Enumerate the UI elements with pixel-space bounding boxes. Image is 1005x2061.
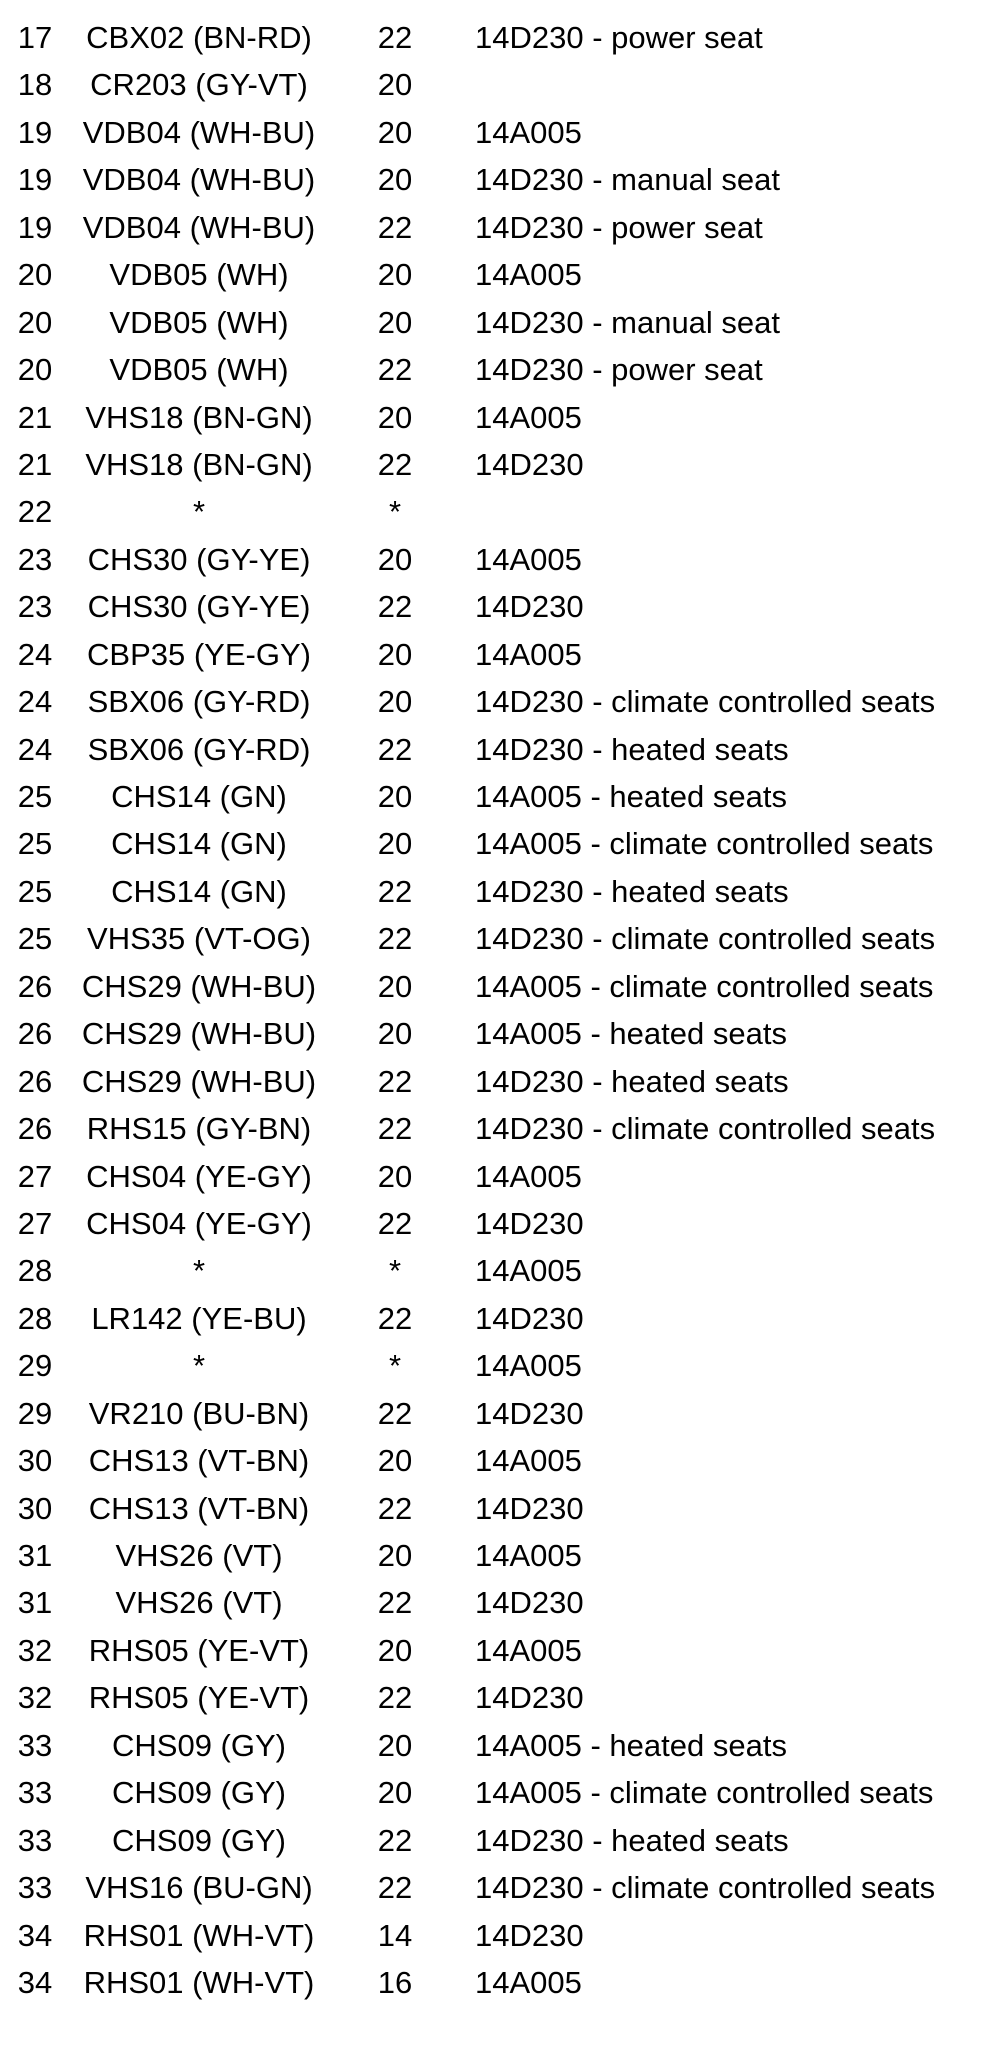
pin-number: 34 [17,1964,53,2000]
wire-gauge: 20 [377,162,413,198]
circuit-code: CHS29 (WH-BU) [81,968,317,1004]
connector-info: 14A005 [475,1348,582,1384]
connector-info: 14D230 [475,1585,584,1621]
pin-number: 32 [17,1632,53,1668]
table-row [0,1724,1005,1771]
circuit-code: SBX06 (GY-RD) [87,731,311,767]
pin-number: 30 [17,1490,53,1526]
pin-number: 31 [17,1538,53,1573]
connector-info: 14D230 [475,589,584,625]
pin-number: 19 [17,162,53,198]
pin-number: 30 [17,1443,53,1479]
circuit-code: RHS05 (YE-VT) [88,1632,310,1668]
connector-info: 14D230 - power seat [475,20,763,55]
wire-gauge: 22 [377,446,413,482]
connector-info: 14D230 [475,1205,584,1241]
pin-number: 28 [17,1253,53,1289]
table-row [0,1866,1005,1913]
wire-gauge: 20 [377,399,413,435]
connector-info: 14A005 - heated seats [475,1727,787,1763]
pin-number: 22 [17,494,53,530]
circuit-code: CHS09 (GY) [112,1775,286,1811]
table-row [0,63,1005,110]
table-row [0,1581,1005,1628]
connector-info: 14D230 [475,1395,584,1431]
pin-number: 19 [17,114,53,150]
table-row [0,1629,1005,1676]
circuit-code: * [192,1348,206,1384]
connector-info: 14D230 [475,446,584,482]
wire-gauge: 20 [377,114,413,150]
pin-number: 34 [17,1917,53,1953]
circuit-code: VDB04 (WH-BU) [82,114,316,150]
pin-number: 23 [17,541,53,577]
connector-info: 14A005 [475,1538,582,1573]
circuit-code: CHS04 (YE-GY) [86,1205,312,1241]
table-row [0,1297,1005,1344]
table-row [0,1914,1005,1961]
circuit-code: VHS26 (VT) [115,1585,283,1621]
pin-number: 26 [17,968,53,1004]
pin-number: 33 [17,1775,53,1811]
circuit-code: CHS29 (WH-BU) [81,1063,317,1099]
connector-info: 14A005 - climate controlled seats [475,968,934,1004]
pin-number: 33 [17,1727,53,1763]
wire-gauge: 20 [377,541,413,577]
circuit-code: CHS29 (WH-BU) [81,1016,317,1052]
connector-info: 14A005 [475,1158,582,1194]
connector-info: 14D230 - climate controlled seats [475,1870,936,1906]
connector-info: 14D230 - climate controlled seats [475,1111,936,1147]
wire-gauge: 20 [377,304,413,340]
connector-info: 14A005 - climate controlled seats [475,826,934,862]
table-row [0,111,1005,158]
connector-info: 14A005 [475,1443,582,1479]
wire-gauge: 20 [377,636,413,672]
pin-number: 17 [17,20,53,55]
table-row [0,1439,1005,1486]
pin-number: 33 [17,1870,53,1906]
connector-info: 14A005 [475,541,582,577]
table-row [0,1155,1005,1202]
wire-gauge: 20 [377,1538,413,1573]
wire-gauge: 20 [377,67,413,103]
pin-number: 20 [17,304,53,340]
table-row [0,206,1005,253]
wire-gauge: 22 [377,1111,413,1147]
wire-gauge: 22 [377,209,413,245]
table-row [0,1961,1005,2008]
wire-gauge: 14 [377,1917,413,1953]
connector-info: 14A005 [475,1632,582,1668]
connector-info: 14A005 - climate controlled seats [475,1775,934,1811]
table-row [0,775,1005,822]
circuit-code: RHS05 (YE-VT) [88,1680,310,1716]
wire-gauge: 22 [377,731,413,767]
circuit-code: VHS26 (VT) [115,1538,283,1573]
circuit-code: CHS14 (GN) [111,873,287,909]
pin-number: 23 [17,589,53,625]
table-row [0,443,1005,490]
circuit-code: CHS09 (GY) [112,1822,286,1858]
circuit-code: VDB05 (WH) [109,257,289,293]
circuit-code: CHS30 (GY-YE) [87,589,311,625]
wire-gauge: 20 [377,1016,413,1052]
connector-info: 14A005 [475,1964,582,2000]
connector-info: 14A005 [475,114,582,150]
table-row [0,822,1005,869]
wire-gauge: 22 [377,1680,413,1716]
circuit-code: CBX02 (BN-RD) [86,20,312,55]
pin-number: 31 [17,1585,53,1621]
pin-number: 24 [17,684,53,720]
table-row [0,1392,1005,1439]
wire-gauge: 22 [377,1395,413,1431]
connector-info: 14A005 [475,636,582,672]
table-row [0,538,1005,585]
wire-gauge: 20 [377,684,413,720]
circuit-code: VHS18 (BN-GN) [85,446,313,482]
pin-number: 29 [17,1395,53,1431]
wire-gauge: * [388,1253,402,1289]
table-row [0,490,1005,537]
pin-number: 25 [17,921,53,957]
table-row [0,585,1005,632]
circuit-code: LR142 (YE-BU) [91,1300,307,1336]
circuit-code: CHS14 (GN) [111,779,287,814]
table-row [0,1771,1005,1818]
connector-info: 14D230 - power seat [475,352,763,388]
table-row [0,917,1005,964]
circuit-code: CR203 (GY-VT) [90,67,308,103]
table-row [0,16,1005,63]
connector-info: 14D230 [475,1300,584,1336]
pin-number: 26 [17,1063,53,1099]
table-row [0,965,1005,1012]
connector-info: 14D230 - heated seats [475,1822,789,1858]
wire-gauge: 20 [377,968,413,1004]
wire-gauge: 22 [377,1300,413,1336]
connector-info: 14A005 [475,399,582,435]
circuit-code: VHS35 (VT-OG) [87,921,311,957]
circuit-code: VDB05 (WH) [109,352,289,388]
connector-info: 14A005 [475,257,582,293]
connector-info: 14D230 - heated seats [475,731,789,767]
pin-number: 21 [17,399,53,435]
pinout-table [0,16,1005,2008]
pin-number: 27 [17,1205,53,1241]
table-row [0,348,1005,395]
connector-info: 14D230 - climate controlled seats [475,684,936,720]
wire-gauge: 22 [377,1870,413,1906]
connector-info: 14A005 - heated seats [475,1016,787,1052]
connector-info: 14D230 - manual seat [475,304,781,340]
table-row [0,1060,1005,1107]
connector-info: 14A005 [475,1253,582,1289]
circuit-code: * [192,1253,206,1289]
table-row [0,1534,1005,1581]
pin-number: 27 [17,1158,53,1194]
pin-number: 26 [17,1111,53,1147]
circuit-code: RHS01 (WH-VT) [83,1917,315,1953]
wire-gauge: 22 [377,589,413,625]
wire-gauge: 22 [377,1822,413,1858]
pin-number: 20 [17,352,53,388]
wire-gauge: 20 [377,826,413,862]
circuit-code: RHS15 (GY-BN) [86,1111,312,1147]
connector-info: 14D230 - power seat [475,209,763,245]
wire-gauge: 20 [377,779,413,814]
pin-number: 28 [17,1300,53,1336]
circuit-code: CHS13 (VT-BN) [88,1490,310,1526]
circuit-code: SBX06 (GY-RD) [87,684,311,720]
connector-info: 14A005 - heated seats [475,779,787,814]
table-row [0,728,1005,775]
pin-number: 18 [17,67,53,103]
wire-gauge: 20 [377,257,413,293]
circuit-code: CHS14 (GN) [111,826,287,862]
table-row [0,301,1005,348]
circuit-code: VDB04 (WH-BU) [82,162,316,198]
wire-gauge: 22 [377,1063,413,1099]
table-row [0,396,1005,443]
pin-number: 29 [17,1348,53,1384]
pin-number: 25 [17,779,53,814]
connector-info: 14D230 [475,1680,584,1716]
wire-gauge: 22 [377,1490,413,1526]
circuit-code: CHS04 (YE-GY) [86,1158,312,1194]
wire-gauge: 22 [377,921,413,957]
circuit-code: VDB05 (WH) [109,304,289,340]
wire-gauge: 22 [377,1585,413,1621]
table-row [0,1344,1005,1391]
circuit-code: CHS30 (GY-YE) [87,541,311,577]
circuit-code: VHS18 (BN-GN) [85,399,313,435]
wire-gauge: 20 [377,1632,413,1668]
table-row [0,1202,1005,1249]
wire-gauge: 20 [377,1443,413,1479]
connector-info: 14D230 - climate controlled seats [475,921,936,957]
table-row [0,1249,1005,1296]
connector-info: 14D230 [475,1490,584,1526]
pin-number: 21 [17,446,53,482]
wire-gauge: 22 [377,873,413,909]
table-row [0,633,1005,680]
table-row [0,1819,1005,1866]
table-row [0,1676,1005,1723]
table-row [0,158,1005,205]
circuit-code: CHS13 (VT-BN) [88,1443,310,1479]
table-row [0,1107,1005,1154]
wire-gauge: 20 [377,1727,413,1763]
wire-gauge: * [388,1348,402,1384]
pin-number: 19 [17,209,53,245]
wire-gauge: 22 [377,20,413,55]
connector-info: 14D230 - heated seats [475,1063,789,1099]
pin-number: 24 [17,731,53,767]
pin-number: 32 [17,1680,53,1716]
circuit-code: CHS09 (GY) [112,1727,286,1763]
wire-gauge: 22 [377,352,413,388]
table-row [0,870,1005,917]
table-row [0,253,1005,300]
pin-number: 25 [17,873,53,909]
circuit-code: RHS01 (WH-VT) [83,1964,315,2000]
connector-info: 14D230 - manual seat [475,162,781,198]
pin-number: 25 [17,826,53,862]
table-row [0,680,1005,727]
pin-number: 20 [17,257,53,293]
circuit-code: CBP35 (YE-GY) [87,636,311,672]
table-row [0,1487,1005,1534]
wire-gauge: 20 [377,1158,413,1194]
pin-number: 33 [17,1822,53,1858]
pin-number: 24 [17,636,53,672]
wire-gauge: 20 [377,1775,413,1811]
circuit-code: VHS16 (BU-GN) [85,1870,313,1906]
wire-gauge: 16 [377,1964,413,2000]
wire-gauge: * [388,494,402,530]
table-row [0,1012,1005,1059]
connector-info: 14D230 - heated seats [475,873,789,909]
circuit-code: VR210 (BU-BN) [88,1395,310,1431]
wire-gauge: 22 [377,1205,413,1241]
connector-info: 14D230 [475,1917,584,1953]
pin-number: 26 [17,1016,53,1052]
circuit-code: * [192,494,206,530]
circuit-code: VDB04 (WH-BU) [82,209,316,245]
